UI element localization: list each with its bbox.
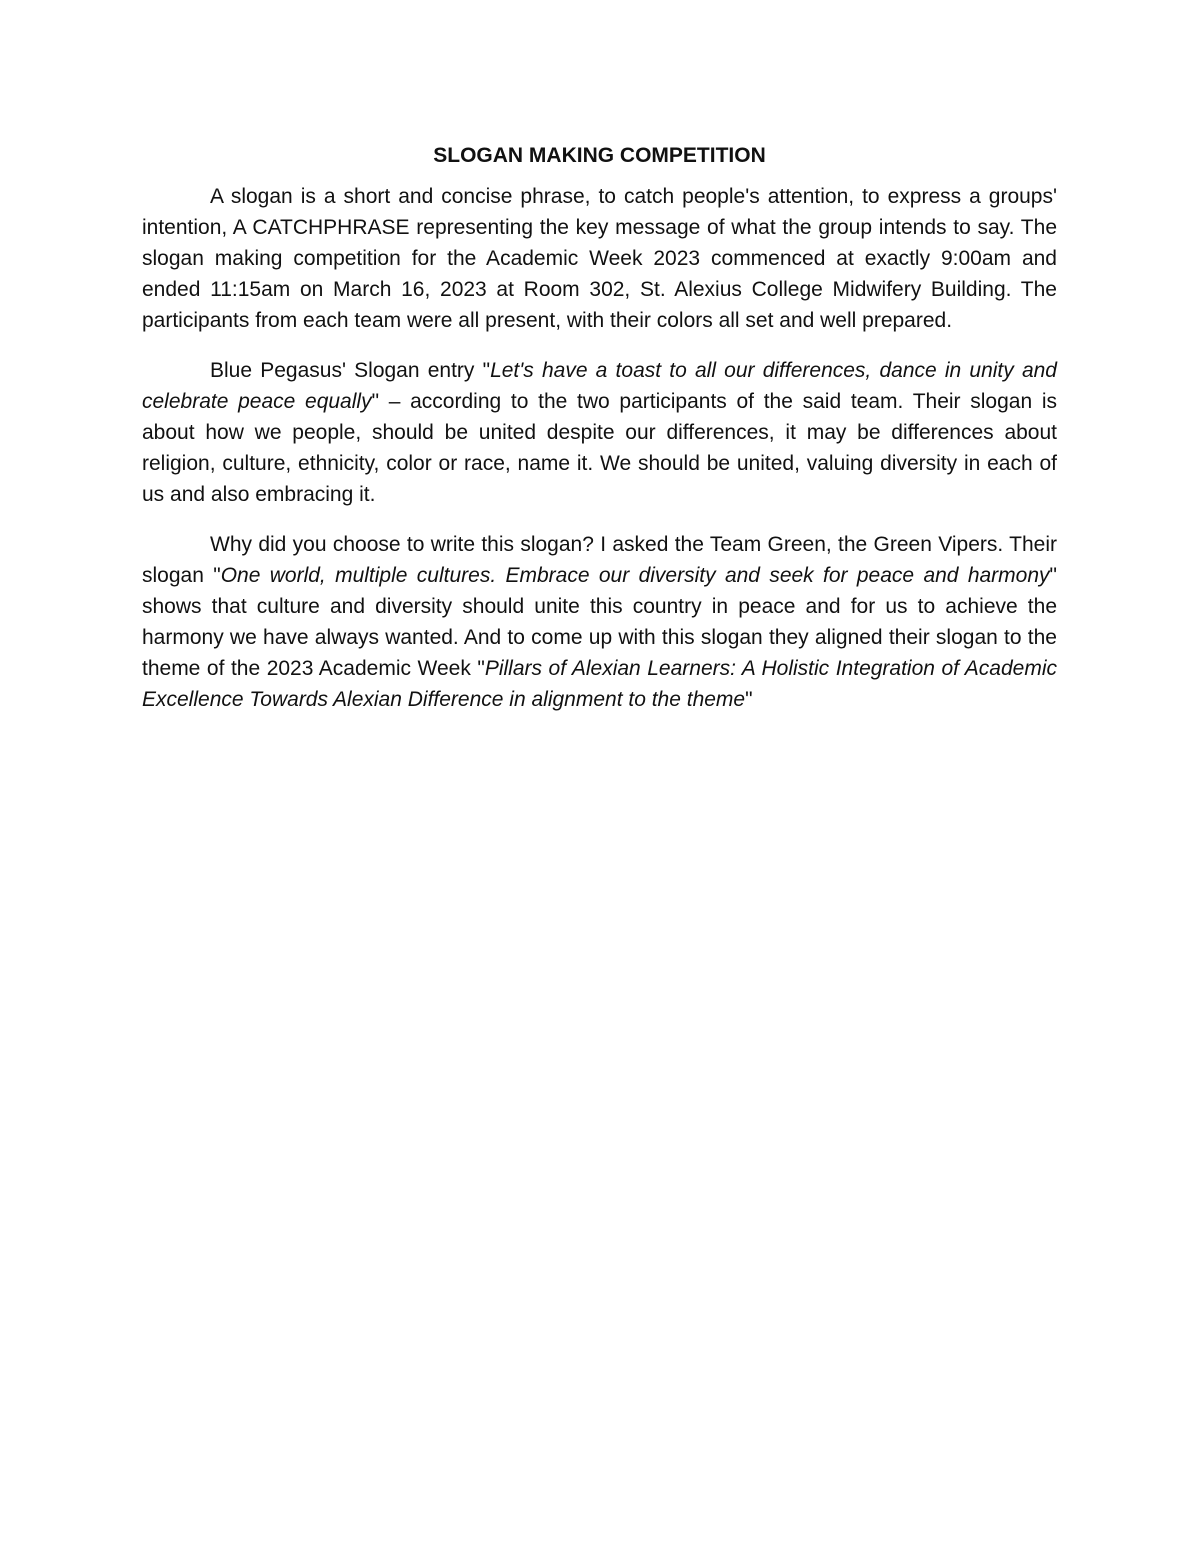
paragraph-green-vipers xyxy=(142,529,1057,715)
academic-week-theme: Pillars of Alexian Learners: A Holistic Integration of Academic Excellence Towards Alexian Difference in alignment to the theme xyxy=(142,657,1057,711)
document-title: SLOGAN MAKING COMPETITION xyxy=(433,144,766,167)
document-body xyxy=(142,140,1057,734)
blue-pegasus-slogan: Let's have a toast to all our differences, dance in unity and celebrate peace equally xyxy=(142,359,1057,413)
paragraph-3-lead: Why did you choose to write this slogan? I asked the Team Green, the Green Vipers. Their slogan " xyxy=(142,533,1057,587)
paragraph-2-lead: Blue Pegasus' Slogan entry " xyxy=(210,359,491,382)
green-vipers-slogan: One world, multiple cultures. Embrace our diversity and seek for peace and harmony xyxy=(220,564,1050,587)
paragraph-2-rest: " – according to the two participants of the said team. Their slogan is about how we people, should be united despite our differences, it may be differences about religion, culture, ethnicity, color or race, name it. We should be united, valuing diversity in each of us and also embracing it. xyxy=(142,390,1058,506)
paragraph-3-end: " xyxy=(745,688,753,711)
paragraph-1-text: A slogan is a short and concise phrase, to catch people's attention, to express a groups' intention, A CATCHPHRASE representing the key message of what the group intends to say. The slogan making competition for the Academic Week 2023 commenced at exactly 9:00am and ended 11:15am on March 16, 2023 at Room 302, St. Alexius College Midwifery Building. The participants from each team were all present, with their colors all set and well prepared. xyxy=(142,185,1057,332)
paragraph-slogan-definition xyxy=(142,181,1057,336)
paragraph-3-middle: " shows that culture and diversity should unite this country in peace and for us to achieve the harmony we have always wanted. And to come up with this slogan they aligned their slogan to the theme of the 2023 Academic Week " xyxy=(142,564,1057,680)
paragraph-blue-pegasus xyxy=(142,355,1057,510)
